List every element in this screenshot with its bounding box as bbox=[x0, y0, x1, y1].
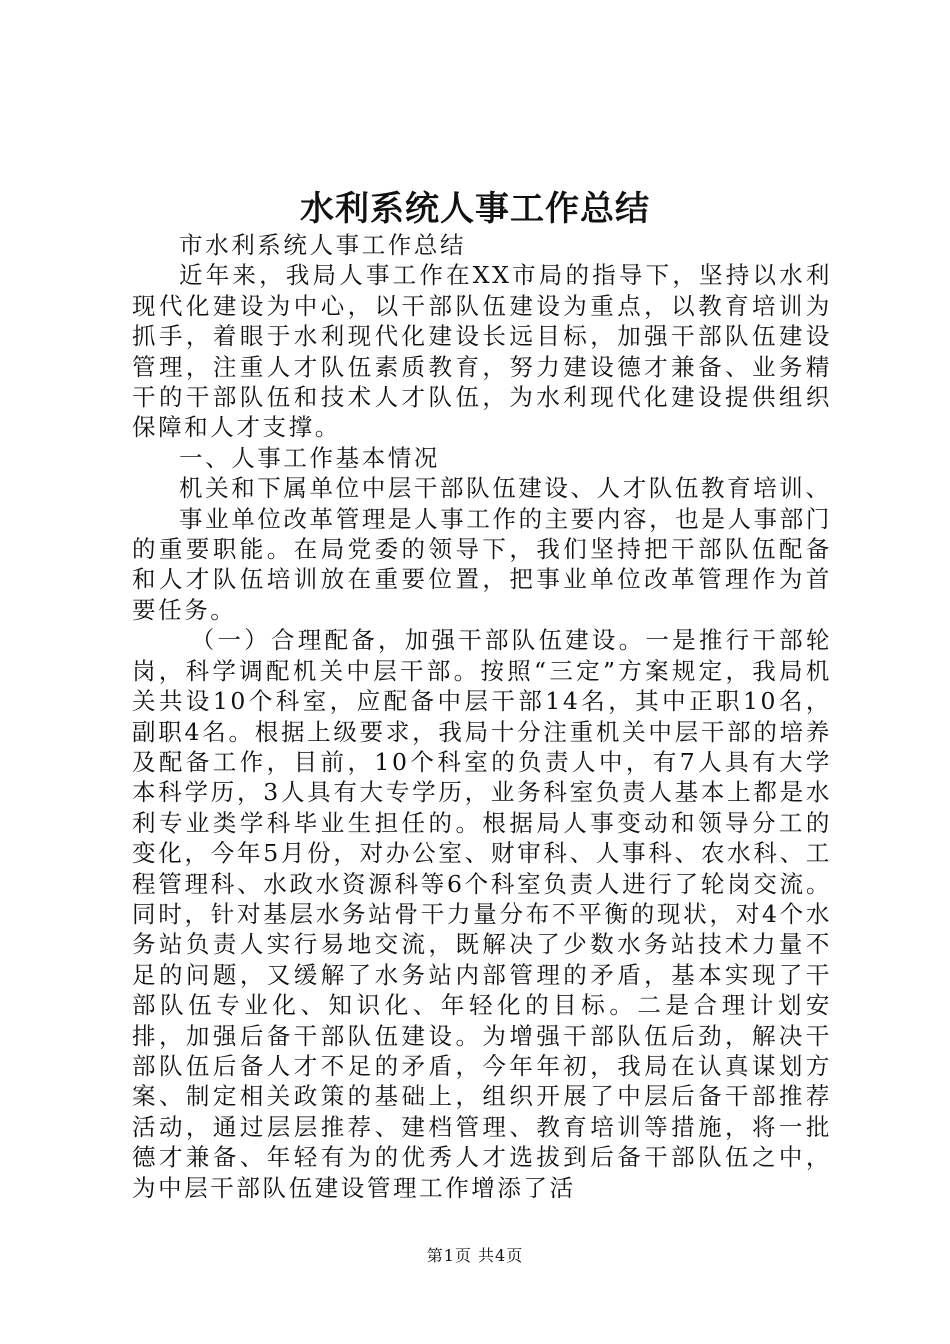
document-body bbox=[132, 230, 832, 1203]
paragraph-intro: 近年来，我局人事工作在XX市局的指导下，坚持以水利现代化建设为中心，以干部队伍建设为重点，以教育培训为抓手，着眼于水利现代化建设长远目标，加强干部队伍建设管理，注重人才队伍素质教育，努力建设德才兼备、业务精干的干部队伍和技术人才队伍，为水利现代化建设提供组织保障和人才支撑。 bbox=[132, 261, 832, 442]
paragraph-section-one: （一）合理配备，加强干部队伍建设。一是推行干部轮岗，科学调配机关中层干部。按照“三定”方案规定，我局机关共设10个科室，应配备中层干部14名，其中正职10名，副职4名。根据上级要求，我局十分注重机关中层干部的培养及配备工作，目前，10个科室的负责人中，有7人具有大学本科学历，3人具有大专学历，业务科室负责人基本上都是水利专业类学科毕业生担任的。根据局人事变动和领导分工的变化，今年5月份，对办公室、财审科、人事科、农水科、工程管理科、水政水资源科等6个科室负责人进行了轮岗交流。同时，针对基层水务站骨干力量分布不平衡的现状，对4个水务站负责人实行易地交流，既解决了少数水务站技术力量不足的问题，又缓解了水务站内部管理的矛盾，基本实现了干部队伍专业化、知识化、年轻化的目标。二是合理计划安排，加强后备干部队伍建设。为增强干部队伍后劲，解决干部队伍后备人才不足的矛盾，今年年初，我局在认真谋划方案、制定相关政策的基础上，组织开展了中层后备干部推荐活动，通过层层推荐、建档管理、教育培训等措施，将一批德才兼备、年轻有为的优秀人才选拔到后备干部队伍之中，为中层干部队伍建设管理工作增添了活 bbox=[132, 626, 832, 1202]
section-heading: 一、人事工作基本情况 bbox=[179, 443, 440, 472]
paragraph-basic-1: 机关和下属单位中层干部队伍建设、人才队伍教育培训、 bbox=[179, 474, 832, 503]
document-title: 水利系统人事工作总结 bbox=[300, 189, 650, 229]
page-footer: 第1页 共4页 bbox=[426, 1246, 524, 1265]
paragraph-subtitle: 市水利系统人事工作总结 bbox=[179, 231, 467, 259]
paragraph-basic-2: 事业单位改革管理是人事工作的主要内容，也是人事部门的重要职能。在局党委的领导下，我们坚持把干部队伍配备和人才队伍培训放在重要位置，把事业单位改革管理作为首要任务。 bbox=[132, 504, 832, 624]
